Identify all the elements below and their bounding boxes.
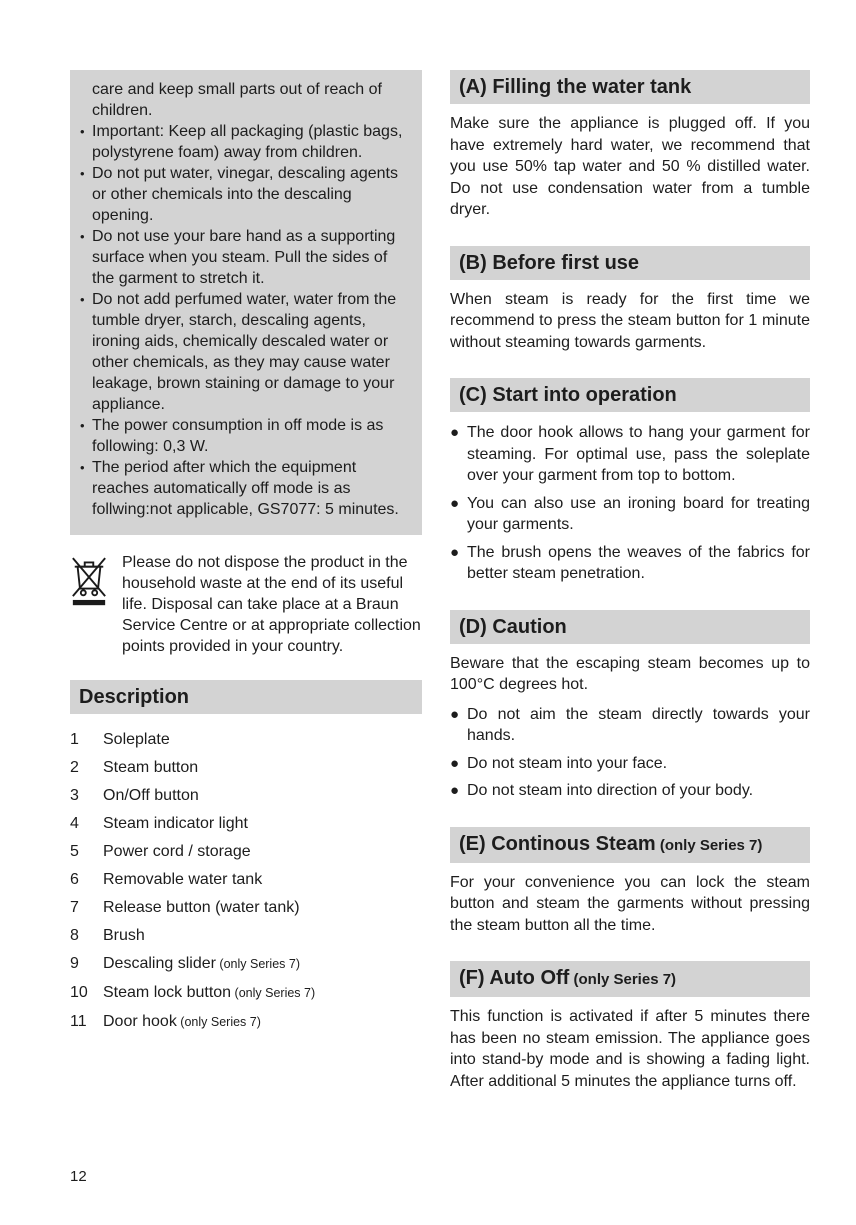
item-number: 1 <box>70 730 79 748</box>
section-bullet-item <box>450 422 810 487</box>
item-number: 7 <box>70 898 79 916</box>
bullet-icon: ● <box>450 543 460 561</box>
section-bullet-item <box>450 542 810 585</box>
description-item <box>70 921 422 949</box>
safety-bullet-list <box>80 121 410 520</box>
bullet-icon: • <box>80 166 85 181</box>
item-note: (only Series 7) <box>231 985 316 1000</box>
section-bullet-text: You can also use an ironing board for treating your garments. <box>467 494 810 533</box>
item-number: 4 <box>70 814 79 832</box>
bullet-icon: ● <box>450 494 460 512</box>
safety-bullet-item <box>80 121 410 163</box>
section-title: (C) Start into operation <box>459 384 677 406</box>
item-number: 9 <box>70 954 79 972</box>
description-item <box>70 809 422 837</box>
safety-intro-text: care and keep small parts out of reach of children. <box>92 81 382 119</box>
safety-bullet-item <box>80 289 410 415</box>
safety-instructions-box <box>70 70 422 535</box>
item-number: 8 <box>70 926 79 944</box>
section-bullet-text: The door hook allows to hang your garment for steaming. For optimal use, pass the soleplate over your garment from top to bottom. <box>467 424 810 484</box>
item-number: 3 <box>70 786 79 804</box>
description-item <box>70 725 422 753</box>
safety-bullet-text: Do not put water, vinegar, descaling agents or other chemicals into the descaling opening. <box>92 165 398 224</box>
item-label: Release button (water tank) <box>103 898 300 916</box>
disposal-note <box>70 552 422 657</box>
item-note: (only Series 7) <box>215 956 300 971</box>
section-paragraph: For your convenience you can lock the steam button and steam the garments without pressing the steam button all the time. <box>450 873 810 934</box>
description-item <box>70 781 422 809</box>
item-label: Steam indicator light <box>103 814 248 832</box>
description-item <box>70 753 422 781</box>
manual-section <box>450 246 810 354</box>
item-number: 2 <box>70 758 79 776</box>
manual-section <box>450 70 810 221</box>
item-number: 11 <box>70 1012 87 1030</box>
item-label: Power cord / storage <box>103 842 251 860</box>
manual-section <box>450 827 810 937</box>
right-column <box>450 70 810 1117</box>
bullet-icon: ● <box>450 424 460 441</box>
bullet-icon: • <box>80 292 85 307</box>
section-bullet-text: Do not aim the steam directly towards your hands. <box>467 705 810 744</box>
bullet-icon: ● <box>450 782 460 799</box>
section-bullet-item <box>450 753 810 775</box>
item-number: 6 <box>70 870 79 888</box>
item-label: Brush <box>103 926 145 944</box>
bullet-icon: • <box>80 124 85 139</box>
description-item <box>70 949 422 978</box>
item-number: 5 <box>70 842 79 860</box>
description-item <box>70 837 422 865</box>
safety-bullet-text: Do not use your bare hand as a supporting surface when you steam. Pull the sides of the garment to stretch it. <box>92 228 396 287</box>
section-title-note: (only Series 7) <box>655 836 763 854</box>
safety-bullet-text: The power consumption in off mode is as following: 0,3 W. <box>92 417 384 455</box>
section-heading-bar <box>450 610 810 644</box>
description-item <box>70 1007 422 1036</box>
safety-bullet-item <box>80 415 410 457</box>
item-label: Steam lock button (only Series 7) <box>103 983 316 1001</box>
item-label: Soleplate <box>103 730 170 748</box>
section-title: (D) Caution <box>459 615 567 638</box>
section-bullet-item <box>450 493 810 536</box>
safety-bullet-item <box>80 457 410 520</box>
description-item <box>70 978 422 1007</box>
bullet-icon: • <box>80 418 85 433</box>
section-paragraph: This function is activated if after 5 minutes there has been no steam emission. The appliance goes into stand-by mode and is showing a fading light. After additional 5 minutes the appliance turns off. <box>450 1008 810 1090</box>
section-bullet-text: Do not steam into direction of your body. <box>467 782 754 799</box>
section-heading-bar <box>450 961 810 997</box>
bullet-icon: • <box>80 229 85 244</box>
bullet-icon: ● <box>450 705 460 723</box>
section-bullet-item <box>450 780 810 802</box>
section-heading-bar <box>450 378 810 412</box>
weee-crossed-out-bin-icon <box>70 552 110 657</box>
section-bullet-text: Do not steam into your face. <box>467 754 668 772</box>
section-paragraph: Beware that the escaping steam becomes up to 100°C degrees hot. <box>450 654 810 693</box>
section-title: (E) Continous Steam <box>459 832 656 855</box>
bullet-icon: ● <box>450 754 460 772</box>
section-title: (A) Filling the water tank <box>459 76 692 98</box>
section-paragraph: When steam is ready for the first time we recommend to press the steam button for 1 minute without steaming towards garments. <box>450 290 810 351</box>
manual-section <box>450 378 810 585</box>
manual-section <box>450 961 810 1092</box>
section-heading-bar <box>450 70 810 104</box>
item-label: Door hook (only Series 7) <box>103 1012 261 1030</box>
section-heading-bar <box>450 246 810 280</box>
item-label: Removable water tank <box>103 870 263 888</box>
page-number: 12 <box>70 1168 87 1185</box>
section-bullet-item <box>450 704 810 747</box>
section-heading-bar <box>450 827 810 863</box>
description-list <box>70 725 422 1036</box>
manual-section <box>450 610 810 802</box>
description-heading: Description <box>70 680 422 714</box>
description-item <box>70 865 422 893</box>
item-label: Descaling slider (only Series 7) <box>103 954 300 972</box>
section-bullet-text: The brush opens the weaves of the fabrics for better steam penetration. <box>467 543 810 582</box>
safety-bullet-text: Do not add perfumed water, water from the tumble dryer, starch, descaling agents, ironing aids, chemically descaled water or other chemicals, as they may cause water leakage, brown staining or damage to your appliance. <box>92 291 397 413</box>
safety-bullet-item <box>80 226 410 289</box>
description-item <box>70 893 422 921</box>
item-note: (only Series 7) <box>176 1014 261 1029</box>
left-column <box>70 70 422 1117</box>
section-paragraph: Make sure the appliance is plugged off. If you have extremely hard water, we recommend that you use 50% tap water and 50 % distilled water. Do not use condensation water from a tumble dryer. <box>450 115 810 218</box>
section-title-note: (only Series 7) <box>569 971 677 988</box>
safety-bullet-text: Important: Keep all packaging (plastic bags, polystyrene foam) away from children. <box>92 123 403 161</box>
bullet-icon: • <box>80 460 85 475</box>
item-number: 10 <box>70 983 88 1001</box>
item-label: Steam button <box>103 758 199 776</box>
disposal-text: Please do not dispose the product in the household waste at the end of its useful life. Disposal can take place at a Braun Service Centre or at appropriate collection points provided in your country. <box>122 554 421 655</box>
section-title: (F) Auto Off <box>459 967 570 989</box>
section-title: (B) Before first use <box>459 251 640 274</box>
safety-bullet-text: The period after which the equipment reaches automatically off mode is as follwing:not applicable, GS7077: 5 minutes. <box>92 459 399 518</box>
item-label: On/Off button <box>103 786 199 804</box>
safety-bullet-item <box>80 163 410 226</box>
